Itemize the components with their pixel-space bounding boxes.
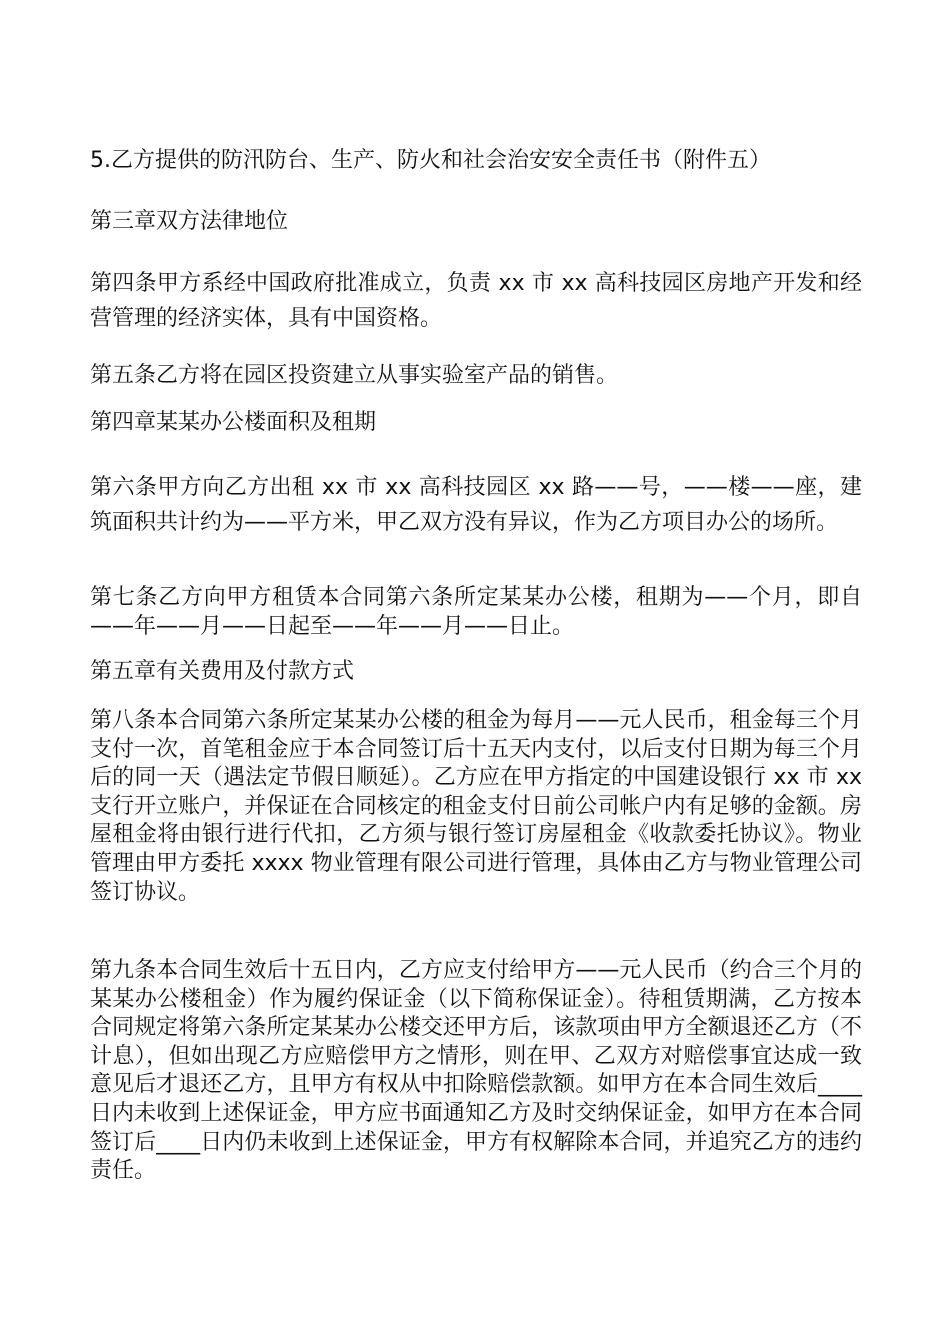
chapter-5-heading: 第五章有关费用及付款方式 xyxy=(90,659,355,684)
article-6: 第六条甲方向乙方出租 xx 市 xx 高科技园区 xx 路——号，——楼——座，建筑面积共计约为——平方米，甲乙双方没有异议，作为乙方项目办公的场所。 xyxy=(90,475,862,536)
article-7: 第七条乙方向甲方租赁本合同第六条所定某某办公楼，租期为——个月，即自——年——月——日起至——年——月——日止。 xyxy=(90,585,862,639)
article-4: 第四条甲方系经中国政府批准成立，负责 xx 市 xx 高科技园区房地产开发和经营管理的经济实体，具有中国资格。 xyxy=(90,271,862,332)
article-8: 第八条本合同第六条所定某某办公楼的租金为每月——元人民币，租金每三个月支付一次，首笔租金应于本合同签订后十五天内支付，以后支付日期为每三个月后的同一天（遇法定节假日顺延）。乙方应在甲方指定的中国建设银行 xx 市 xx 支行开立账户，并保证在合同核定的租金支付日前公司帐户内有足够的金额。房屋租金将由银行进行代扣，乙方须与银行签订房屋租金《收款委托协议》。物业管理由甲方委托 xxxx 物业管理有限公司进行管理，具体由乙方与物业管理公司签订协议。 xyxy=(90,708,862,905)
attachment-item-5: 5.乙方提供的防汛防台、生产、防火和社会治安安全责任书（附件五） xyxy=(90,148,771,173)
article-5: 第五条乙方将在园区投资建立从事实验室产品的销售。 xyxy=(90,363,619,388)
chapter-3-heading: 第三章双方法律地位 xyxy=(90,209,289,234)
article-9: 第九条本合同生效后十五日内，乙方应支付给甲方——元人民币（约合三个月的某某办公楼租金）作为履约保证金（以下简称保证金）。待租赁期满，乙方按本合同规定将第六条所定某某办公楼交还甲方后，该款项由甲方全额退还乙方（不计息），但如出现乙方应赔偿甲方之情形，则在甲、乙双方对赔偿事宜达成一致意见后才退还乙方，且甲方有权从中扣除赔偿款额。如甲方在本合同生效后____日内未收到上述保证金，甲方应书面通知乙方及时交纳保证金，如甲方在本合同签订后____日内仍未收到上述保证金，甲方有权解除本合同，并追究乙方的违约责任。 xyxy=(90,958,862,1184)
chapter-4-heading: 第四章某某办公楼面积及租期 xyxy=(90,410,377,435)
